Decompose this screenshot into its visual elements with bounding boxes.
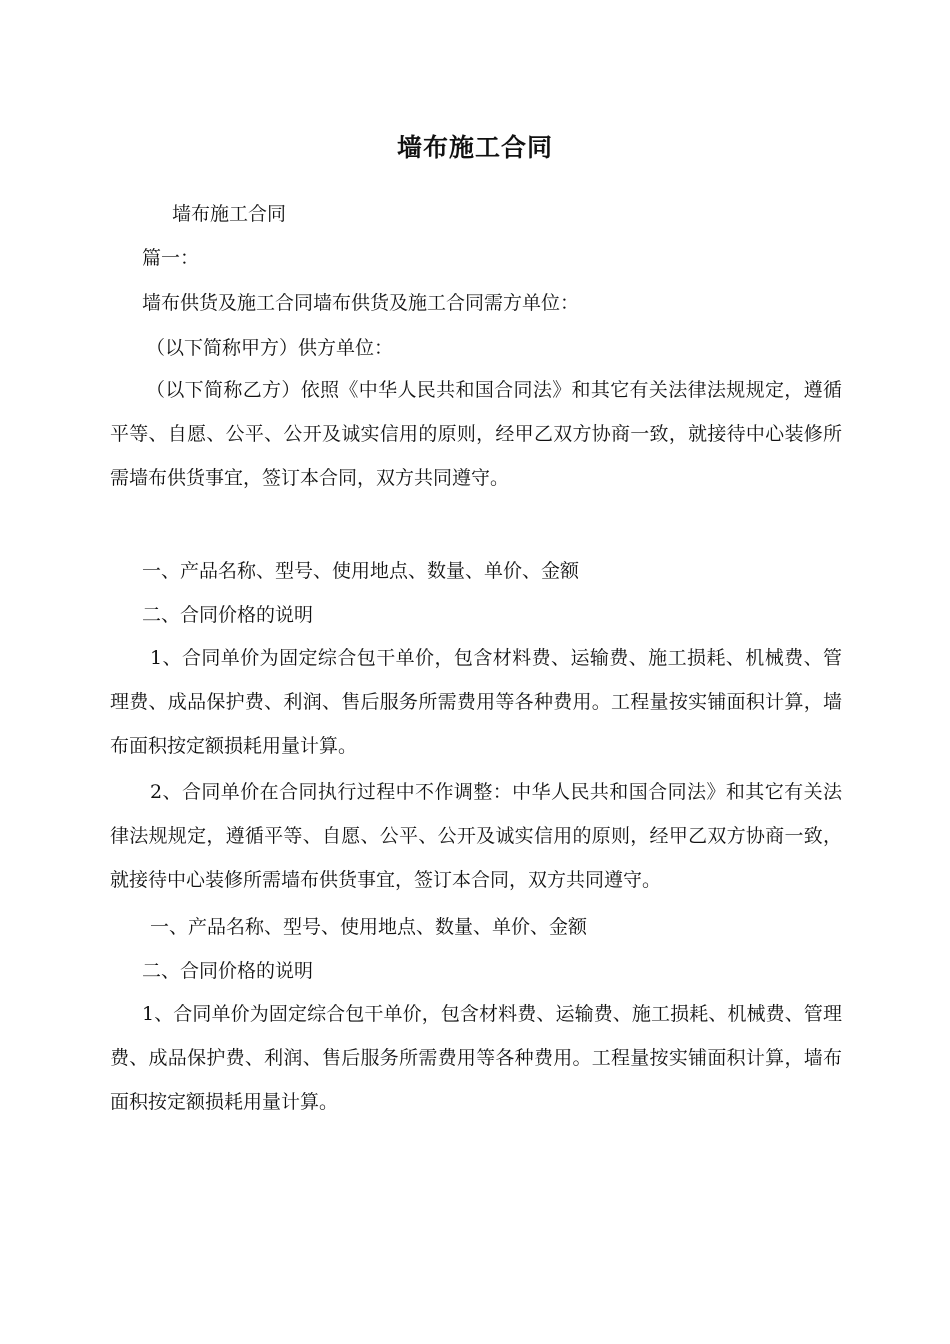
intro-paragraph: （以下简称乙方）依照《中华人民共和国合同法》和其它有关法律法规规定，遵循平等、自愿、公平、公开及诚实信用的原则，经甲乙双方协商一致，就接待中心装修所需墙布供货事宜，签订本合同，双方共同遵守。 [110, 379, 842, 489]
document-subtitle: 墙布施工合同 [172, 203, 287, 225]
clause-no-adjustment: 2、合同单价在合同执行过程中不作调整：中华人民共和国合同法》和其它有关法律法规规定，遵循平等、自愿、公平、公开及诚实信用的原则，经甲乙双方协商一致，就接待中心装修所需墙布供货事宜，签订本合同，双方共同遵守。 [110, 781, 842, 891]
heading-product-info-2: 一、产品名称、型号、使用地点、数量、单价、金额 [150, 916, 588, 938]
clause-unit-price-2: 1、合同单价为固定综合包干单价，包含材料费、运输费、施工损耗、机械费、管理费、成品保护费、利润、售后服务所需费用等各种费用。工程量按实铺面积计算，墙布面积按定额损耗用量计算。 [110, 1003, 842, 1113]
demand-party-line: 墙布供货及施工合同墙布供货及施工合同需方单位： [142, 292, 580, 314]
party-a-line: （以下简称甲方）供方单位： [146, 337, 394, 359]
heading-price-explanation-1: 二、合同价格的说明 [142, 604, 314, 626]
document-title: 墙布施工合同 [396, 133, 553, 162]
heading-product-info-1: 一、产品名称、型号、使用地点、数量、单价、金额 [142, 560, 580, 582]
section-label: 篇一： [142, 247, 200, 269]
heading-price-explanation-2: 二、合同价格的说明 [142, 960, 314, 982]
clause-unit-price-1: 1、合同单价为固定综合包干单价，包含材料费、运输费、施工损耗、机械费、管理费、成品保护费、利润、售后服务所需费用等各种费用。工程量按实铺面积计算，墙布面积按定额损耗用量计算。 [110, 647, 842, 757]
